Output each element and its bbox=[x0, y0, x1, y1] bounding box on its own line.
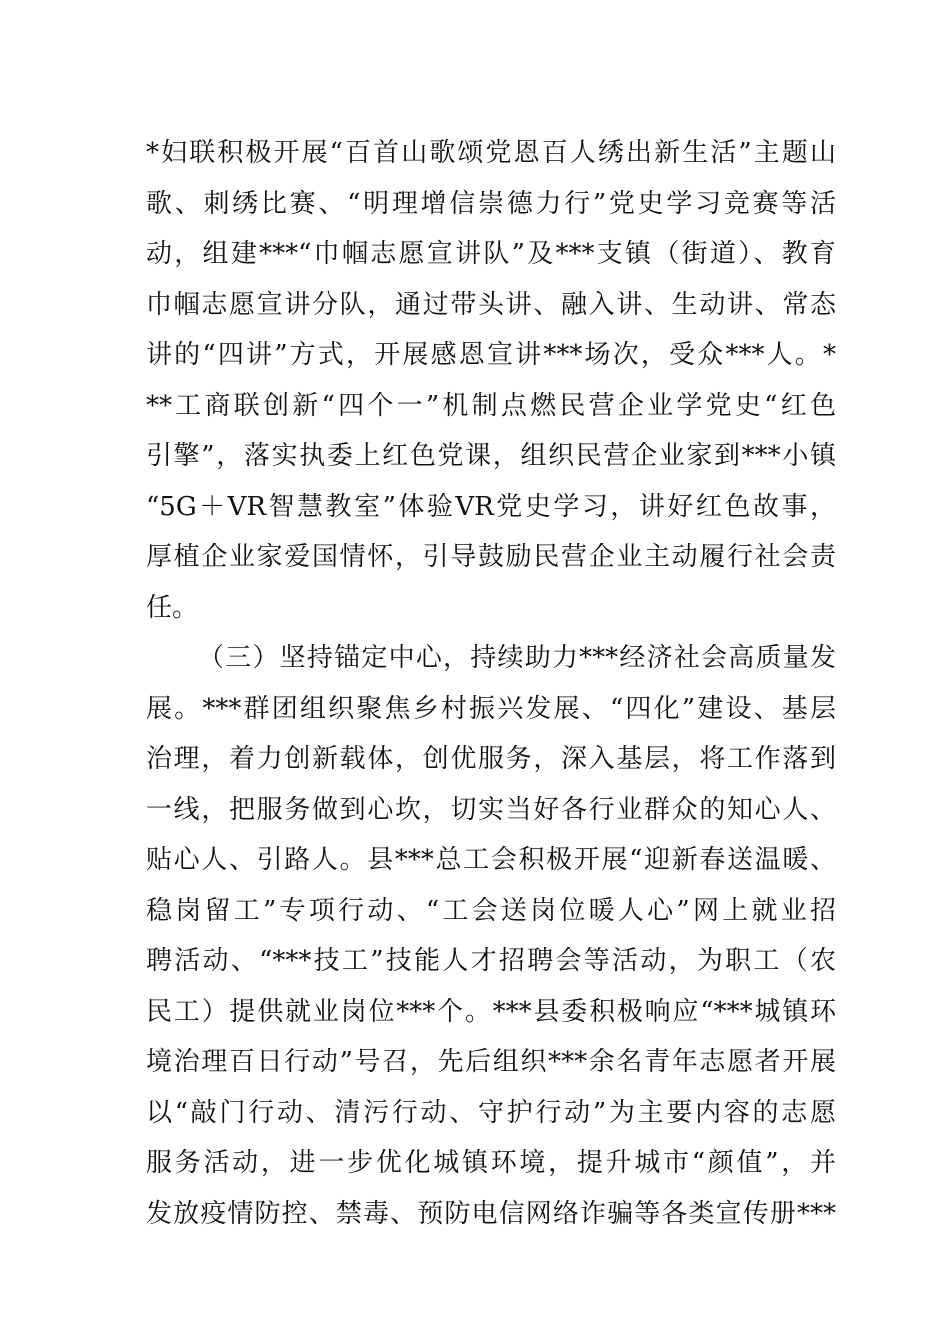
text-line: “5G＋VR智慧教室”体验VR党史学习，讲好红色故事， bbox=[146, 491, 836, 522]
text-line: 动，组建***“巾帼志愿宣讲队”及***支镇（街道）、教育 bbox=[146, 239, 836, 269]
text-line: **工商联创新“四个一”机制点燃民营企业学党史“红色 bbox=[146, 390, 836, 421]
paragraph-1 bbox=[146, 128, 836, 633]
text-line: 以“敲门行动、清污行动、守护行动”为主要内容的志愿 bbox=[146, 1097, 836, 1128]
text-line: *妇联积极开展“百首山歌颂党恩百人绣出新生活”主题山 bbox=[146, 138, 836, 168]
text-line: 巾帼志愿宣讲分队，通过带头讲、融入讲、生动讲、常态 bbox=[146, 289, 836, 320]
text-line: 讲的“四讲”方式，开展感恩宣讲***场次，受众***人。* bbox=[146, 340, 836, 370]
text-line: 贴心人、引路人。县***总工会积极开展“迎新春送温暖、 bbox=[146, 845, 836, 875]
text-line: 发放疫情防控、禁毒、预防电信网络诈骗等各类宣传册*** bbox=[146, 1198, 836, 1229]
text-line: 厚植企业家爱国情怀，引导鼓励民营企业主动履行社会责 bbox=[146, 542, 836, 572]
body-text bbox=[146, 128, 836, 1239]
text-line: 歌、刺绣比赛、“明理增信崇德力行”党史学习竞赛等活 bbox=[146, 188, 836, 219]
text-line: 稳岗留工”专项行动、“工会送岗位暖人心”网上就业招 bbox=[146, 895, 836, 926]
paragraph-2 bbox=[146, 633, 836, 1239]
text-line: 任。 bbox=[146, 592, 199, 623]
section-heading-line: （三）坚持锚定中心，持续助力***经济社会高质量发 bbox=[198, 643, 836, 673]
text-line: 聘活动、“***技工”技能人才招聘会等活动，为职工（农 bbox=[146, 946, 836, 976]
text-line: 一线，把服务做到心坎，切实当好各行业群众的知心人、 bbox=[146, 794, 836, 825]
text-line: 服务活动，进一步优化城镇环境，提升城市“颜值”，并 bbox=[146, 1148, 836, 1178]
text-line: 引擎”，落实执委上红色党课，组织民营企业家到***小镇 bbox=[146, 441, 836, 471]
text-line: 治理，着力创新载体，创优服务，深入基层，将工作落到 bbox=[146, 744, 836, 774]
text-line: 展。***群团组织聚焦乡村振兴发展、“四化”建设、基层 bbox=[146, 693, 836, 724]
text-line: 境治理百日行动”号召，先后组织***余名青年志愿者开展 bbox=[146, 1047, 836, 1077]
text-line: 民工）提供就业岗位***个。***县委积极响应“***城镇环 bbox=[146, 996, 836, 1027]
